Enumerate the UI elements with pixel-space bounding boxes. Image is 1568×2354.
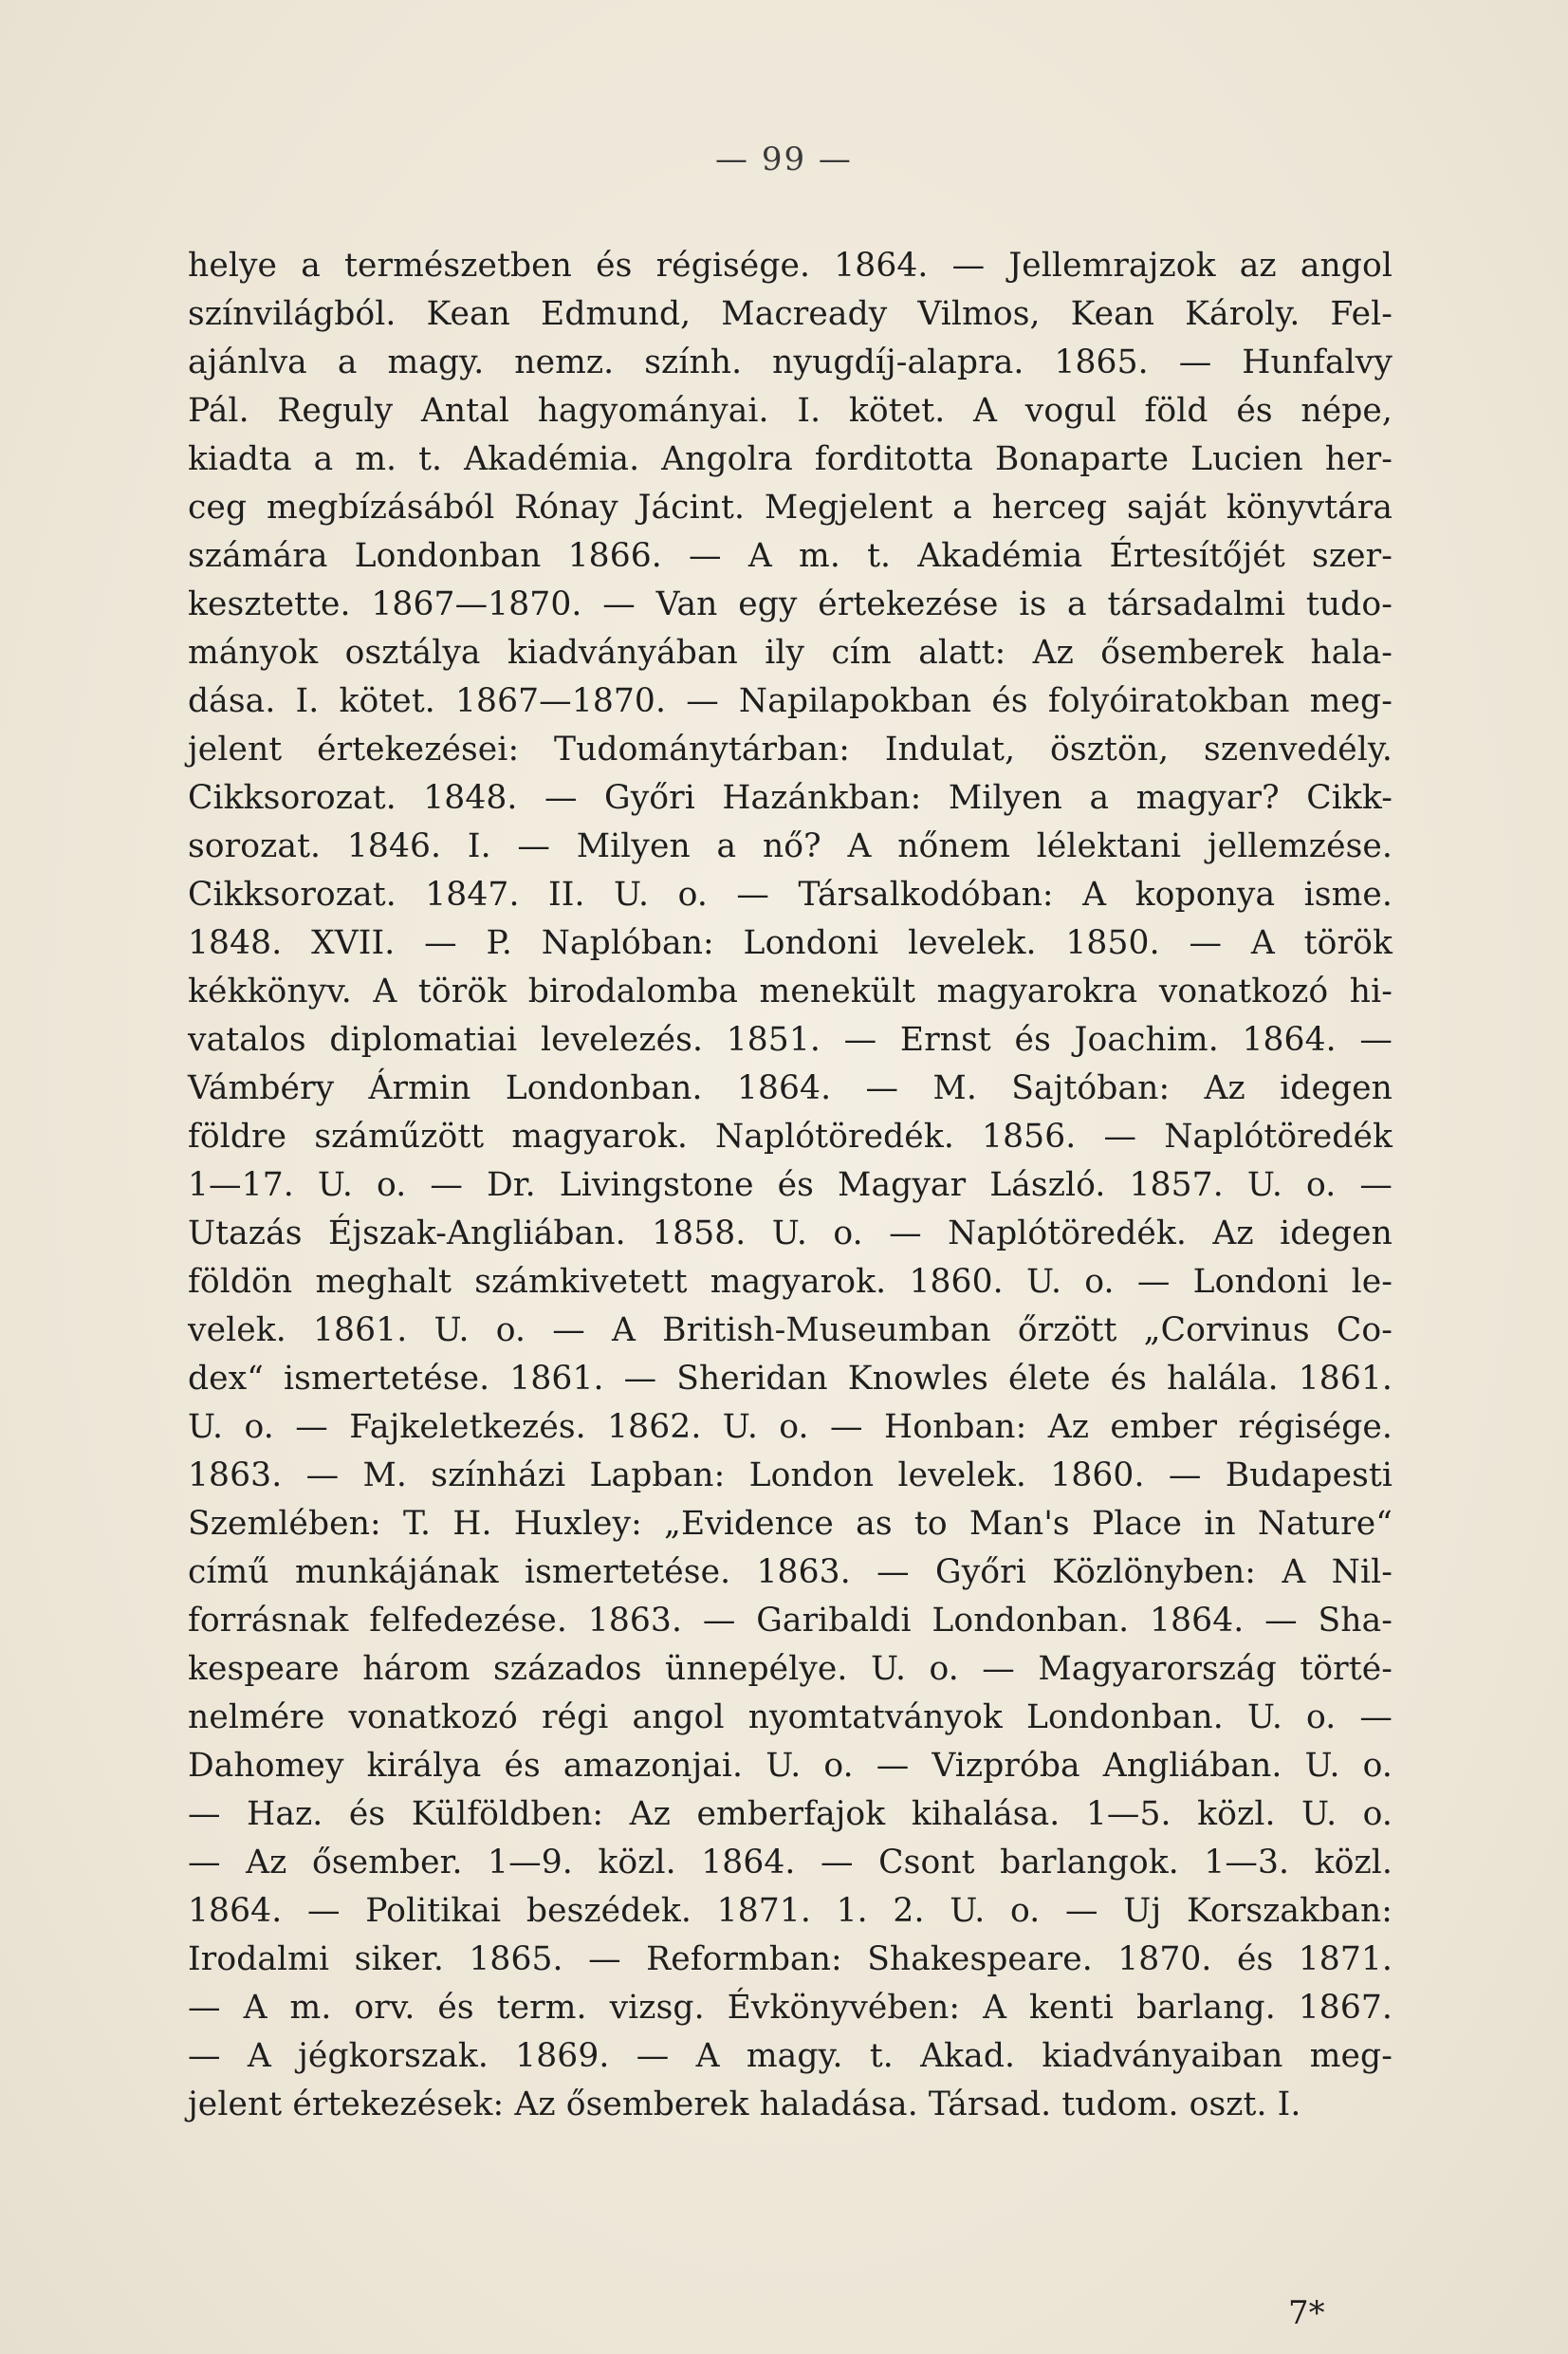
text-line: — Az ősember. 1—9. közl. 1864. — Csont barlangok. 1—3. közl. bbox=[188, 1844, 1393, 1881]
text-line: nelmére vonatkozó régi angol nyomtatványok Londonban. U. o. — bbox=[188, 1698, 1393, 1736]
page-number-header: — 99 — bbox=[715, 140, 853, 178]
text-line: dex“ ismertetése. 1861. — Sheridan Knowles élete és halála. 1861. bbox=[188, 1360, 1393, 1398]
text-line: jelent értekezései: Tudománytárban: Indulat, ösztön, szenvedély. bbox=[188, 731, 1393, 769]
text-line: földre száműzött magyarok. Naplótöredék. 1856. — Naplótöredék bbox=[188, 1118, 1393, 1156]
text-line: 1864. — Politikai beszédek. 1871. 1. 2. U. o. — Uj Korszakban: bbox=[188, 1892, 1393, 1930]
text-line: 1848. XVII. — P. Naplóban: Londoni levelek. 1850. — A török bbox=[188, 924, 1393, 962]
text-line: forrásnak felfedezése. 1863. — Garibaldi Londonban. 1864. — Sha- bbox=[188, 1602, 1393, 1640]
text-line: Vámbéry Ármin Londonban. 1864. — M. Sajtóban: Az idegen bbox=[188, 1069, 1393, 1107]
text-line: című munkájának ismertetése. 1863. — Győri Közlönyben: A Nil- bbox=[188, 1553, 1393, 1591]
text-line: ceg megbízásából Rónay Jácint. Megjelent a herceg saját könyvtára bbox=[188, 489, 1393, 527]
text-line: 1—17. U. o. — Dr. Livingstone és Magyar László. 1857. U. o. — bbox=[188, 1166, 1393, 1204]
text-line: sorozat. 1846. I. — Milyen a nő? A nőnem lélektani jellemzése. bbox=[188, 827, 1393, 865]
text-line: helye a természetben és régisége. 1864. — Jellemrajzok az angol bbox=[188, 247, 1393, 285]
text-line: 1863. — M. színházi Lapban: London levelek. 1860. — Budapesti bbox=[188, 1456, 1393, 1494]
signature-mark: 7* bbox=[1288, 2294, 1325, 2332]
text-line: földön meghalt számkivetett magyarok. 1860. U. o. — Londoni le- bbox=[188, 1263, 1393, 1301]
text-line: számára Londonban 1866. — A m. t. Akadémia Értesítőjét szer- bbox=[188, 537, 1393, 575]
text-line: velek. 1861. U. o. — A British-Museumban őrzött „Corvinus Co- bbox=[188, 1311, 1393, 1349]
text-line: — A jégkorszak. 1869. — A magy. t. Akad. kiadványaiban meg- bbox=[188, 2037, 1393, 2075]
text-line: kesztette. 1867—1870. — Van egy értekezése is a társadalmi tudo- bbox=[188, 585, 1393, 623]
text-line: Dahomey királya és amazonjai. U. o. — Vizpróba Angliában. U. o. bbox=[188, 1747, 1393, 1785]
text-line: vatalos diplomatiai levelezés. 1851. — Ernst és Joachim. 1864. — bbox=[188, 1021, 1393, 1059]
text-line: — Haz. és Külföldben: Az emberfajok kihalása. 1—5. közl. U. o. bbox=[188, 1795, 1393, 1833]
text-line: U. o. — Fajkeletkezés. 1862. U. o. — Honban: Az ember régisége. bbox=[188, 1408, 1393, 1446]
text-line: Szemlében: T. H. Huxley: „Evidence as to Man's Place in Nature“ bbox=[188, 1505, 1393, 1543]
text-line: dása. I. kötet. 1867—1870. — Napilapokban és folyóiratokban meg- bbox=[188, 682, 1393, 720]
text-line: kiadta a m. t. Akadémia. Angolra forditotta Bonaparte Lucien her- bbox=[188, 440, 1393, 478]
text-line: kespeare három százados ünnepélye. U. o. — Magyarország törté- bbox=[188, 1650, 1393, 1688]
text-line: Utazás Éjszak-Angliában. 1858. U. o. — Naplótöredék. Az idegen bbox=[188, 1214, 1393, 1252]
text-line: színvilágból. Kean Edmund, Macready Vilmos, Kean Károly. Fel- bbox=[188, 295, 1393, 333]
text-line: jelent értekezések: Az ősemberek haladása. Társad. tudom. oszt. I. bbox=[188, 2085, 1301, 2123]
body-text bbox=[188, 242, 1393, 2129]
text-line: Cikksorozat. 1848. — Győri Hazánkban: Milyen a magyar? Cikk- bbox=[188, 779, 1393, 817]
text-line: Pál. Reguly Antal hagyományai. I. kötet. A vogul föld és népe, bbox=[188, 392, 1393, 430]
text-line: mányok osztálya kiadványában ily cím alatt: Az ősemberek hala- bbox=[188, 634, 1393, 672]
text-line: Irodalmi siker. 1865. — Reformban: Shakespeare. 1870. és 1871. bbox=[188, 1940, 1393, 1978]
text-line: Cikksorozat. 1847. II. U. o. — Társalkodóban: A koponya isme. bbox=[188, 876, 1393, 914]
text-line: kékkönyv. A török birodalomba menekült magyarokra vonatkozó hi- bbox=[188, 973, 1393, 1010]
text-line: ajánlva a magy. nemz. szính. nyugdíj-alapra. 1865. — Hunfalvy bbox=[188, 343, 1393, 381]
text-line: — A m. orv. és term. vizsg. Évkönyvében: A kenti barlang. 1867. bbox=[188, 1989, 1393, 2027]
